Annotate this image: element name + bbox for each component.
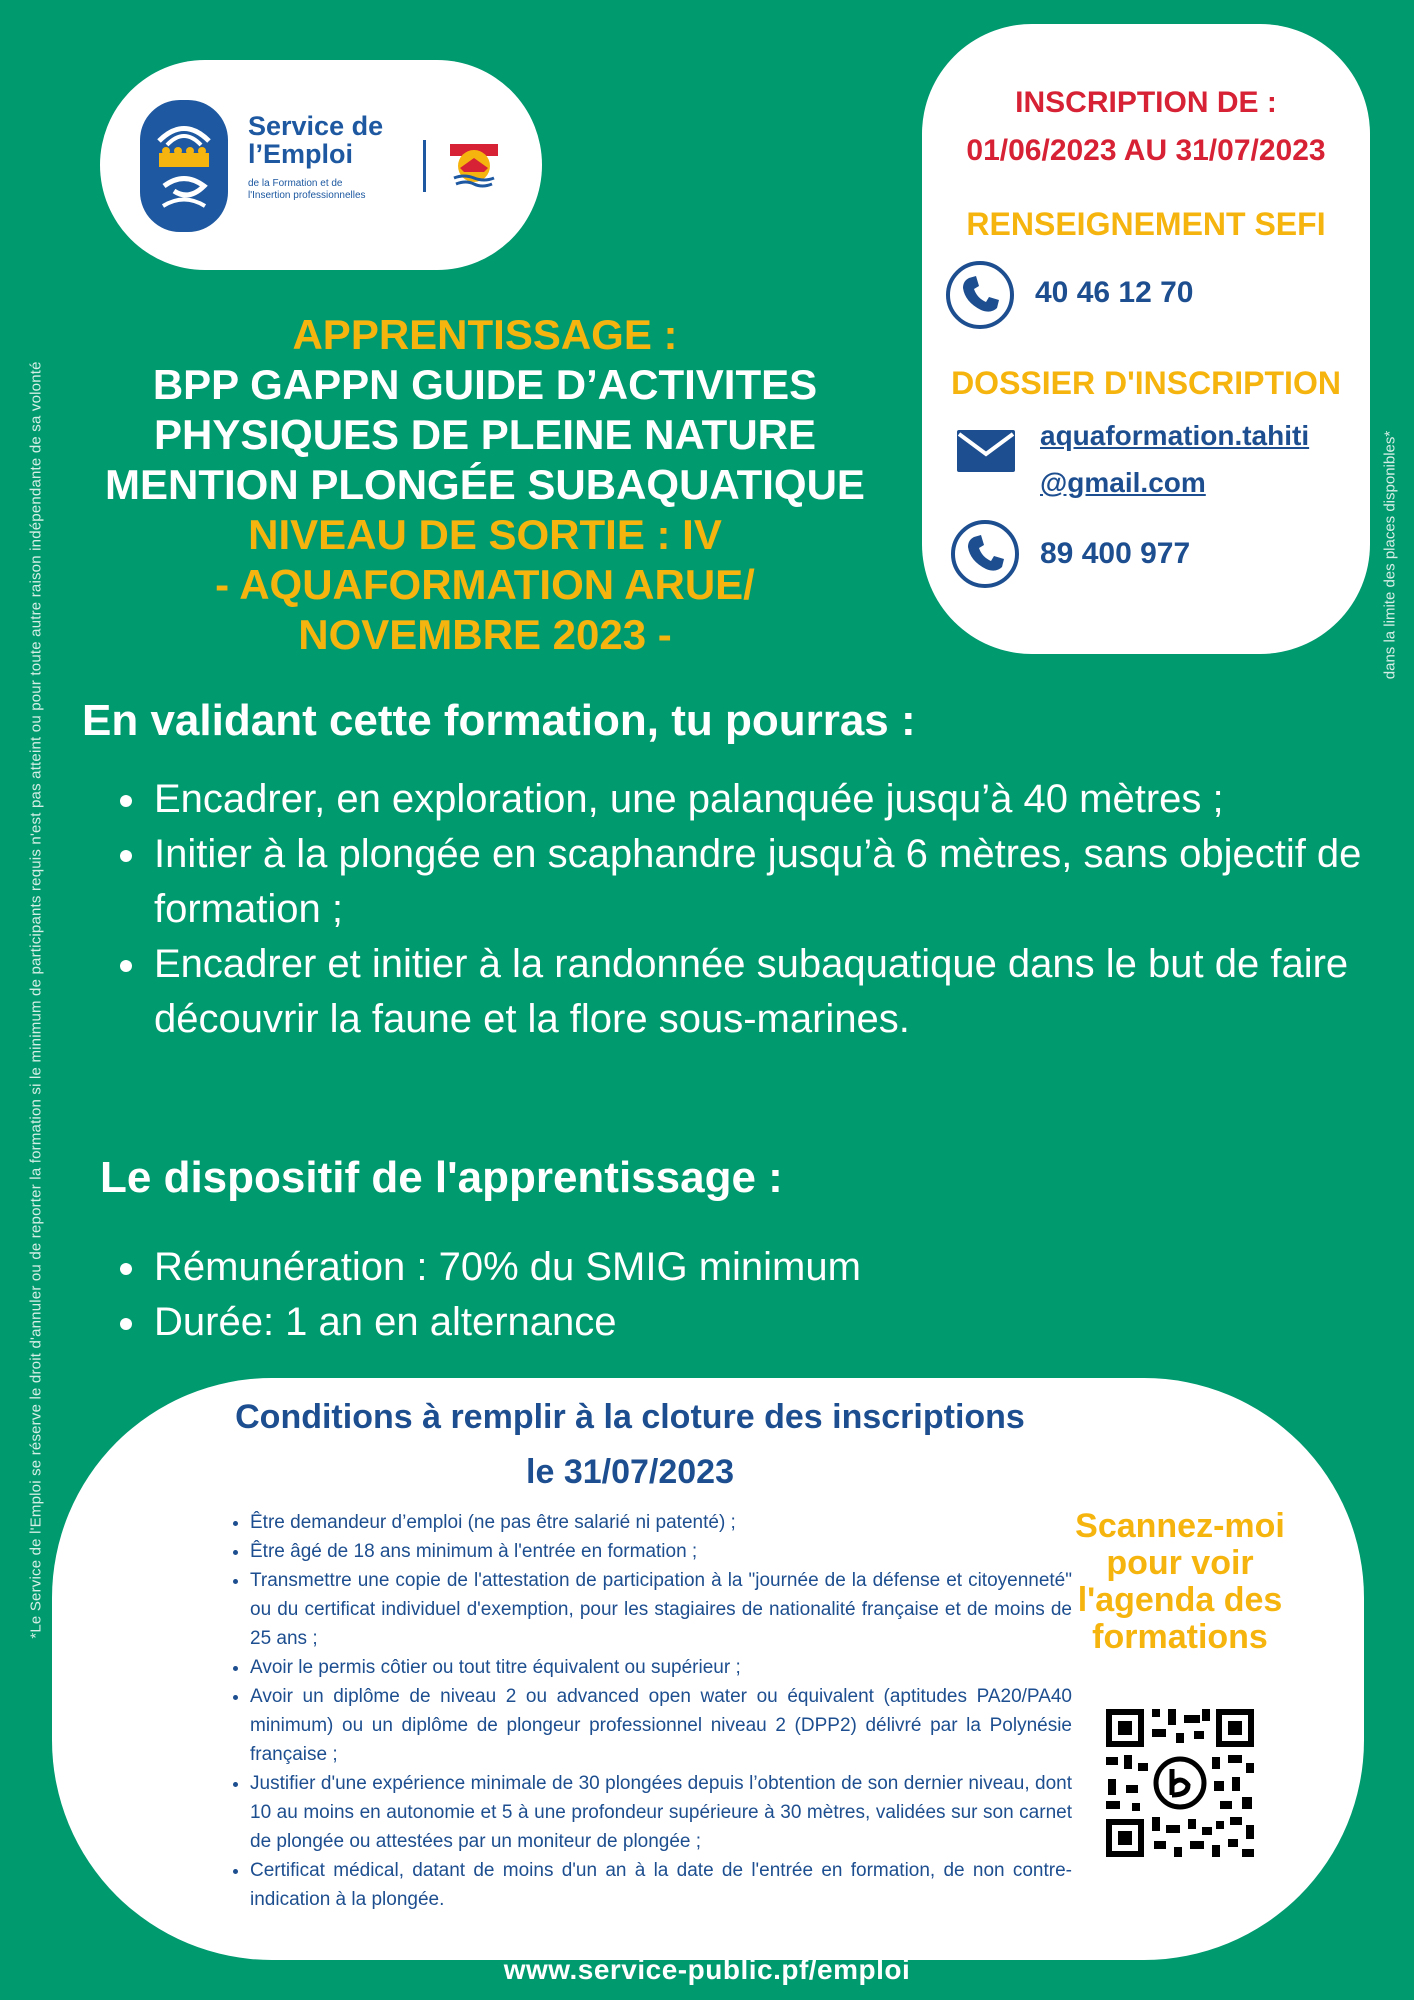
- email-link-line1[interactable]: aquaformation.tahiti: [1040, 420, 1310, 451]
- condition-item: • Justifier d'une expérience minimale de 30 plongées depuis l’obtention de son dernier niveau, dont 10 au moins en autonomie et 5 à une profondeur supérieure à 30 mètres, validées sur son carnet de plongée ou attestées par un moniteur de plongée ;: [250, 1769, 1072, 1856]
- inscription-label: INSCRIPTION DE :: [1015, 86, 1277, 119]
- dispositif-list: [80, 1240, 1390, 1350]
- skills-heading: En validant cette formation, tu pourras :: [82, 696, 916, 745]
- conditions-list: [222, 1508, 1072, 1914]
- title-line-3: PHYSIQUES DE PLEINE NATURE: [154, 411, 816, 458]
- aquaformation-phone-number[interactable]: 89 400 977: [1040, 537, 1191, 570]
- title-line-6: - AQUAFORMATION ARUE/: [215, 561, 755, 608]
- title-line-4: MENTION PLONGÉE SUBAQUATIQUE: [105, 461, 865, 508]
- condition-item: • Avoir le permis côtier ou tout titre équivalent ou supérieur ;: [250, 1653, 1072, 1682]
- dispositif-heading: Le dispositif de l'apprentissage :: [100, 1153, 783, 1202]
- polynesia-emblem-icon: [446, 138, 502, 194]
- dossier-label: DOSSIER D'INSCRIPTION: [951, 365, 1341, 401]
- scan-line-1: Scannez-moi: [1075, 1507, 1285, 1545]
- condition-item: • Certificat médical, datant de moins d'un an à la date de l'entrée en formation, de non contre-indication à la plongée.: [250, 1856, 1072, 1914]
- inscription-dates: 01/06/2023 AU 31/07/2023: [966, 134, 1326, 167]
- scan-prompt: [1060, 1508, 1300, 1656]
- title-line-7: NOVEMBRE 2023 -: [298, 611, 672, 658]
- conditions-title-line1: Conditions à remplir à la cloture des inscriptions: [235, 1398, 1025, 1436]
- mail-icon: [955, 428, 1017, 474]
- service-emploi-logo-icon: [140, 100, 228, 232]
- scan-line-4: formations: [1092, 1618, 1268, 1656]
- email-link-line2[interactable]: @gmail.com: [1040, 467, 1206, 498]
- title-line-1: APPRENTISSAGE :: [292, 311, 678, 358]
- footer-url[interactable]: www.service-public.pf/emploi: [503, 1954, 911, 1985]
- conditions-title: [180, 1390, 1080, 1500]
- qr-code[interactable]: [1102, 1705, 1258, 1861]
- skill-item: • Initier à la plongée en scaphandre jusqu’à 6 mètres, sans objectif de formation ;: [150, 827, 1390, 937]
- condition-item: • Être âgé de 18 ans minimum à l'entrée en formation ;: [250, 1537, 1072, 1566]
- phone-icon: [945, 260, 1015, 330]
- dispositif-item: • Durée: 1 an en alternance: [150, 1295, 1390, 1350]
- logo-subtitle-line1: de la Formation et de: [248, 178, 343, 189]
- skills-list: [80, 772, 1390, 1047]
- scan-line-2: pour voir: [1106, 1544, 1254, 1582]
- condition-item: • Avoir un diplôme de niveau 2 ou advanced open water ou équivalent (aptitudes PA20/PA40 minimum) ou un diplôme de plongeur professionnel niveau 2 (DPP2) délivré par la Polynésie française ;: [250, 1682, 1072, 1769]
- scan-line-3: l'agenda des: [1077, 1581, 1283, 1619]
- phone-icon-2: [950, 519, 1020, 589]
- skill-item: • Encadrer et initier à la randonnée subaquatique dans le but de faire découvrir la faune et la flore sous-marines.: [150, 937, 1390, 1047]
- conditions-title-line2: le 31/07/2023: [526, 1453, 734, 1491]
- logo-separator: [423, 140, 426, 192]
- training-title: [70, 310, 900, 660]
- availability-note: dans la limite des places disponibles*: [1381, 430, 1399, 680]
- logo-name-line1: Service de: [248, 111, 384, 141]
- condition-item: • Transmettre une copie de l'attestation de participation à la "journée de la défense et citoyenneté" ou du certificat individuel d'exemption, pour les stagiaires de nationalité française et de moins de 25 ans ;: [250, 1566, 1072, 1653]
- logo-text: [248, 112, 383, 202]
- sefi-phone-number[interactable]: 40 46 12 70: [1035, 276, 1194, 309]
- renseignement-label: RENSEIGNEMENT SEFI: [966, 206, 1326, 242]
- disclaimer-note: *Le Service de l'Emploi se réserve le droit d'annuler ou de reporter la formation si le minimum de participants requis n'est pas atteint ou pour toute autre raison indépendante de sa volonté: [27, 361, 45, 1639]
- title-line-5: NIVEAU DE SORTIE : IV: [248, 511, 722, 558]
- condition-item: • Être demandeur d’emploi (ne pas être salarié ni patenté) ;: [250, 1508, 1072, 1537]
- logo-name-line2: l’Emploi: [248, 139, 354, 169]
- dispositif-item: • Rémunération : 70% du SMIG minimum: [150, 1240, 1390, 1295]
- logo-subtitle-line2: l'Insertion professionnelles: [248, 190, 366, 201]
- skill-item: • Encadrer, en exploration, une palanquée jusqu’à 40 mètres ;: [150, 772, 1390, 827]
- title-line-2: BPP GAPPN GUIDE D’ACTIVITES: [152, 361, 818, 408]
